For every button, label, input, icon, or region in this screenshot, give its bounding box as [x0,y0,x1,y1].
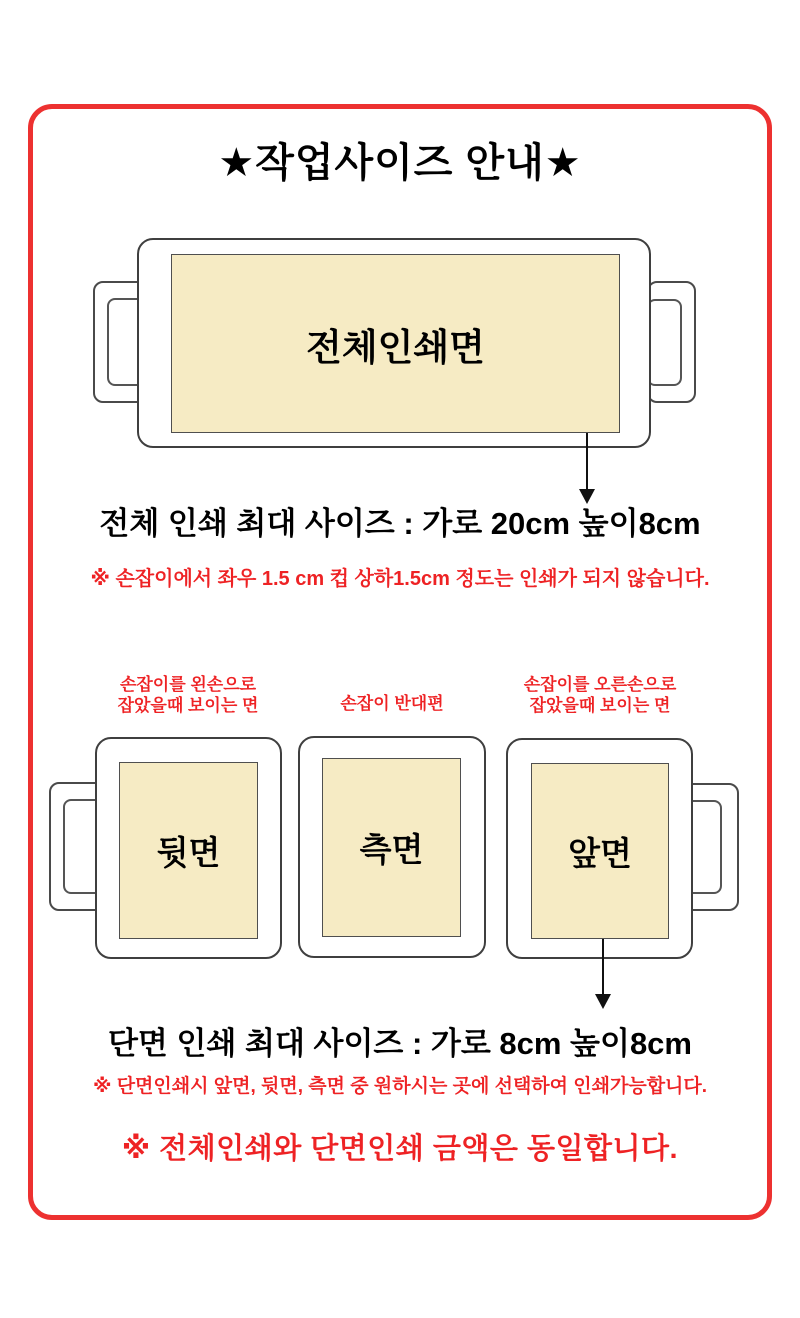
caption-back-line2: 잡았을때 보이는 면 [117,696,259,715]
arrow-down-icon-single [595,994,611,1009]
caption-side-view [294,693,490,714]
single-print-heading: 단면 인쇄 최대 사이즈 : 가로 8cm 높이8cm [107,1026,692,1061]
page-title: ★작업사이즈 안내★ [218,141,582,185]
caption-side-line1: 손잡이 반대편 [340,694,444,713]
caption-front-line1: 손잡이를 오른손으로 [523,675,677,694]
caption-back-view [88,674,288,716]
big-mug-right-handle-inner [647,299,682,386]
full-print-area: 전체인쇄면 [171,254,620,433]
arrow-down-line-single [602,939,604,996]
single-print-note: ※ 단면인쇄시 앞면, 뒷면, 측면 중 원하시는 곳에 선택하여 인쇄가능합니다. [92,1076,708,1097]
caption-back-line1: 손잡이를 왼손으로 [119,675,257,694]
back-print-area: 뒷면 [119,762,258,939]
arrow-down-line-full [586,433,588,491]
full-print-heading: 전체 인쇄 최대 사이즈 : 가로 20cm 높이8cm [99,506,701,541]
side-print-area: 측면 [322,758,461,937]
front-print-area: 앞면 [531,763,669,939]
caption-front-line2: 잡았을때 보이는 면 [529,696,671,715]
arrow-down-icon-full [579,489,595,504]
price-equal-notice: ※ 전체인쇄와 단면인쇄 금액은 동일합니다. [121,1133,679,1165]
caption-front-view [500,674,700,716]
full-print-note: ※ 손잡이에서 좌우 1.5 cm 컵 상하1.5cm 정도는 인쇄가 되지 않습니다. [90,568,710,590]
